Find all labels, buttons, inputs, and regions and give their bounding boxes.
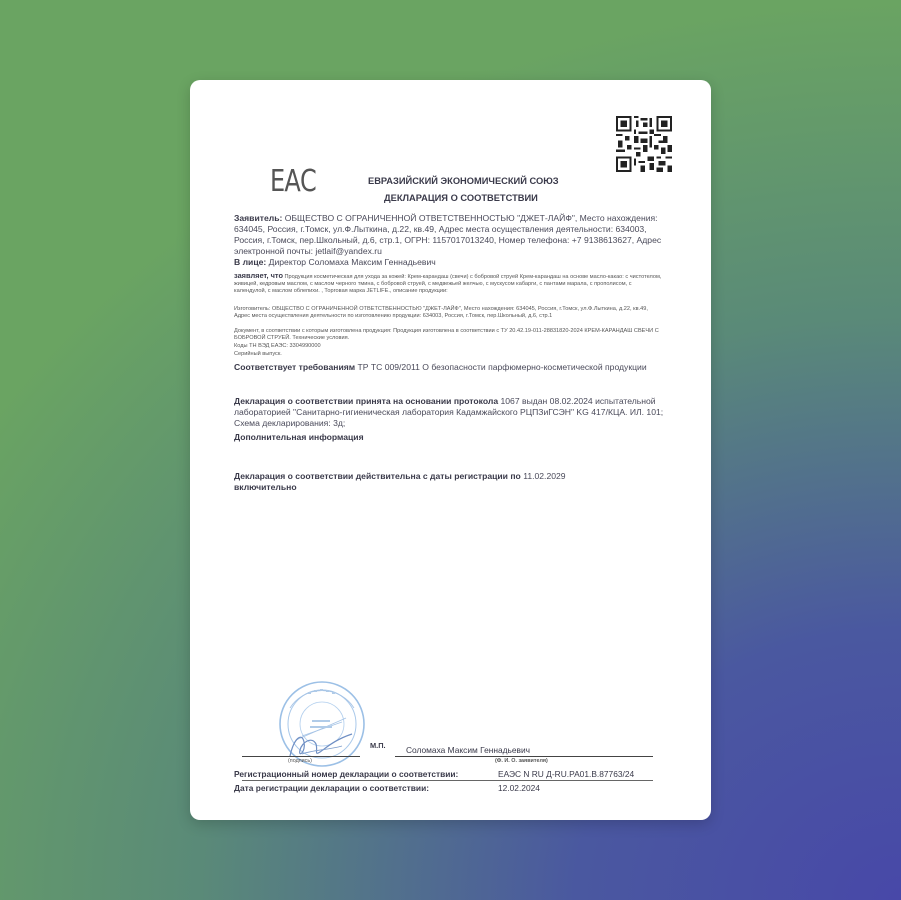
complies-text: ТР ТС 009/2011 О безопасности парфюмерно-косметической продукции xyxy=(357,362,647,372)
document-basis-text: Документ, в соответствии с которым изготовлена продукция: Продукция изготовлена в соответствии с ТУ 20.42.19-011-28831820-2024 КРЕМ-КАРАНДАШ СВЕЧИ С БОБРОВОЙ СТРУЕЙ. Технические условия. xyxy=(234,328,659,342)
applicant-paragraph xyxy=(234,213,664,257)
applicant-label: Заявитель: xyxy=(234,213,283,223)
additional-info-label: Дополнительная информация xyxy=(234,432,364,442)
validity-date: 11.02.2029 xyxy=(523,471,566,481)
person-text: Директор Соломаха Максим Геннадьевич xyxy=(268,257,436,267)
signature-line xyxy=(242,756,360,757)
validity-paragraph xyxy=(234,471,664,493)
signer-name: Соломаха Максим Геннадьевич xyxy=(406,745,531,755)
complies-label: Соответствует требованиям xyxy=(234,362,356,372)
accepted-text: 1067 выдан 08.02.2024 испытательной лабораторией "Санитарно-гигиеническая лаборатория Кадамжайского РЦПЗиГСЭН" KG 417/КЦА. ИЛ. 101; Схема декларирования: 3д; xyxy=(234,396,664,428)
validity-label: Декларация о соответствии действительна с даты регистрации по xyxy=(234,471,521,481)
person-label: В лице: xyxy=(234,257,267,267)
reg-number-label: Регистрационный номер декларации о соответствии: xyxy=(234,769,459,779)
document-title: ДЕКЛАРАЦИЯ О СООТВЕТСТВИИ xyxy=(384,193,538,203)
reg-number-line xyxy=(242,780,653,781)
name-line xyxy=(395,756,653,757)
qr-code-icon xyxy=(616,116,672,172)
accepted-label: Декларация о соответствии принята на основании протокола xyxy=(234,396,499,406)
validity-suffix: включительно xyxy=(234,482,297,492)
applicant-text: ОБЩЕСТВО С ОГРАНИЧЕННОЙ ОТВЕТСТВЕННОСТЬЮ "ДЖЕТ-ЛАЙФ", Место нахождения: 634045, Россия, г.Томск, ул.Ф.Лыткина, д.22, кв.49, Адрес места осуществления деятельности: 634003, Россия, г.Томск, пер.Школьный, д.6, стр.1, ОГРН: 1157017013240, Номер телефона: +7 9138613627, Адрес электронной почты: jetlaif@yandex.ru xyxy=(234,213,662,256)
reg-date-value: 12.02.2024 xyxy=(498,783,540,793)
person-paragraph xyxy=(234,257,664,268)
declares-text: Продукция косметическая для ухода за кожей: Крем-карандаш (свечи) с бобровой струей Крем-карандаш на основе масло-какао: с чистотелом, живицей, кедровым маслом, с маслом черного тмина, с бобровой струей, с медвежьей желчью, с мускусом кабарги, с пантами марала, с прополисом, с календулой, с маслом облепихи. , Торговая марка JETLIFE., описание продукции: xyxy=(234,274,662,295)
mp-label: М.П. xyxy=(370,741,386,750)
signature-caption: (подпись) xyxy=(288,758,312,764)
declares-paragraph xyxy=(234,272,664,296)
fio-caption: (Ф. И. О. заявителя) xyxy=(495,758,548,764)
declaration-document xyxy=(190,80,711,820)
reg-date-label: Дата регистрации декларации о соответствии: xyxy=(234,783,430,793)
declares-label: заявляет, что xyxy=(234,271,283,280)
eac-logo: ЕАС xyxy=(270,164,316,199)
reg-number-value: ЕАЭС N RU Д-RU.РА01.В.87763/24 xyxy=(498,769,635,779)
union-title: ЕВРАЗИЙСКИЙ ЭКОНОМИЧЕСКИЙ СОЮЗ xyxy=(368,176,559,186)
serial-text: Серийный выпуск. xyxy=(234,351,282,357)
manufacturer-text: Изготовитель: ОБЩЕСТВО С ОГРАНИЧЕННОЙ ОТВЕТСТВЕННОСТЬЮ "ДЖЕТ-ЛАЙФ", Место нахождения: 634045, Россия, г.Томск, ул.Ф.Лыткина, д.22, кв.49, Адрес места осуществления деятельности по изготовлению продукции: 634003, Россия, г.Томск, пер.Школьный, д.6, стр.1 xyxy=(234,306,648,320)
codes-text: Коды ТН ВЭД ЕАЭС: 3304990000 xyxy=(234,343,321,349)
accepted-paragraph xyxy=(234,396,664,429)
complies-paragraph xyxy=(234,362,664,373)
